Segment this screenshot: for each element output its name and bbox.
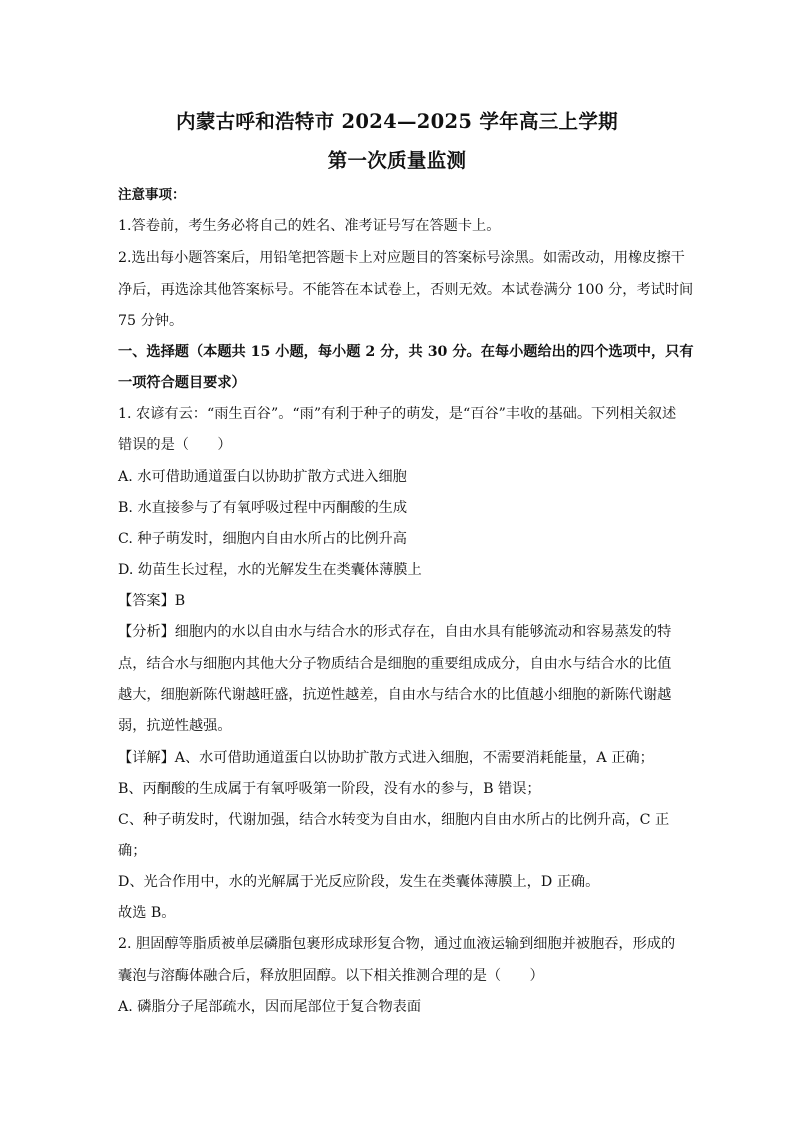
notice-item-2-line-3: 75 分钟。	[118, 313, 184, 329]
question-1-analysis-line-4: 弱，抗逆性越强。	[118, 718, 232, 734]
notice-heading: 注意事项：	[118, 187, 186, 203]
question-2-stem-line-2: 囊泡与溶酶体融合后，释放胆固醇。以下相关推测合理的是（ ）	[118, 968, 544, 984]
notice-item-2-line-2: 净后，再选涂其他答案标号。不能答在本试卷上，否则无效。本试卷满分 100 分，考试时间	[118, 282, 694, 298]
question-2-option-a: A. 磷脂分子尾部疏水，因而尾部位于复合物表面	[118, 999, 422, 1015]
notice-item-1: 1.答卷前，考生务必将自己的姓名、准考证号写在答题卡上。	[118, 218, 501, 234]
notice-item-2-line-1: 2.选出每小题答案后，用铅笔把答题卡上对应题目的答案标号涂黑。如需改动，用橡皮擦干	[118, 250, 685, 266]
section-1-heading-line-1: 一、选择题（本题共 15 小题，每小题 2 分，共 30 分。在每小题给出的四个选项中，只有	[118, 344, 694, 360]
document-title-line-1: 内蒙古呼和浩特市 2024—2025 学年高三上学期	[176, 110, 618, 133]
document-title-line-2: 第一次质量监测	[327, 149, 467, 172]
question-1-option-d: D. 幼苗生长过程，水的光解发生在类囊体薄膜上	[118, 562, 422, 578]
question-1-stem-line-1: 1. 农谚有云：“雨生百谷”。“雨”有利于种子的萌发，是“百谷”丰收的基础。下列相关叙述	[118, 406, 677, 422]
question-1-detail-line-3: C、种子萌发时，代谢加强，结合水转变为自由水，细胞内自由水所占的比例升高，C 正	[118, 812, 670, 828]
question-1-conclusion: 故选 B。	[118, 905, 176, 921]
question-1-option-b: B. 水直接参与了有氧呼吸过程中丙酮酸的生成	[118, 500, 408, 516]
question-1-option-a: A. 水可借助通道蛋白以协助扩散方式进入细胞	[118, 469, 407, 485]
question-1-stem-line-2: 错误的是（ ）	[118, 437, 232, 453]
question-2-stem-line-1: 2. 胆固醇等脂质被单层磷脂包裹形成球形复合物，通过血液运输到细胞并被胞吞，形成的	[118, 936, 676, 952]
question-1-option-c: C. 种子萌发时，细胞内自由水所占的比例升高	[118, 531, 407, 547]
question-1-analysis-line-3: 越大，细胞新陈代谢越旺盛，抗逆性越差，自由水与结合水的比值越小细胞的新陈代谢越	[118, 687, 672, 703]
section-1-heading-line-2: 一项符合题目要求）	[118, 375, 246, 391]
question-1-analysis-line-1: 【分析】细胞内的水以自由水与结合水的形式存在，自由水具有能够流动和容易蒸发的特	[118, 624, 672, 640]
question-1-detail-line-5: D、光合作用中，水的光解属于光反应阶段，发生在类囊体薄膜上，D 正确。	[118, 874, 600, 890]
question-1-detail-line-4: 确；	[118, 843, 147, 859]
question-1-answer: 【答案】B	[118, 593, 186, 609]
question-1-analysis-line-2: 点，结合水与细胞内其他大分子物质结合是细胞的重要组成成分，自由水与结合水的比值	[118, 656, 672, 672]
question-1-detail-line-2: B、丙酮酸的生成属于有氧呼吸第一阶段，没有水的参与，B 错误；	[118, 781, 541, 797]
question-1-detail-line-1: 【详解】A、水可借助通道蛋白以协助扩散方式进入细胞，不需要消耗能量，A 正确；	[118, 750, 654, 766]
